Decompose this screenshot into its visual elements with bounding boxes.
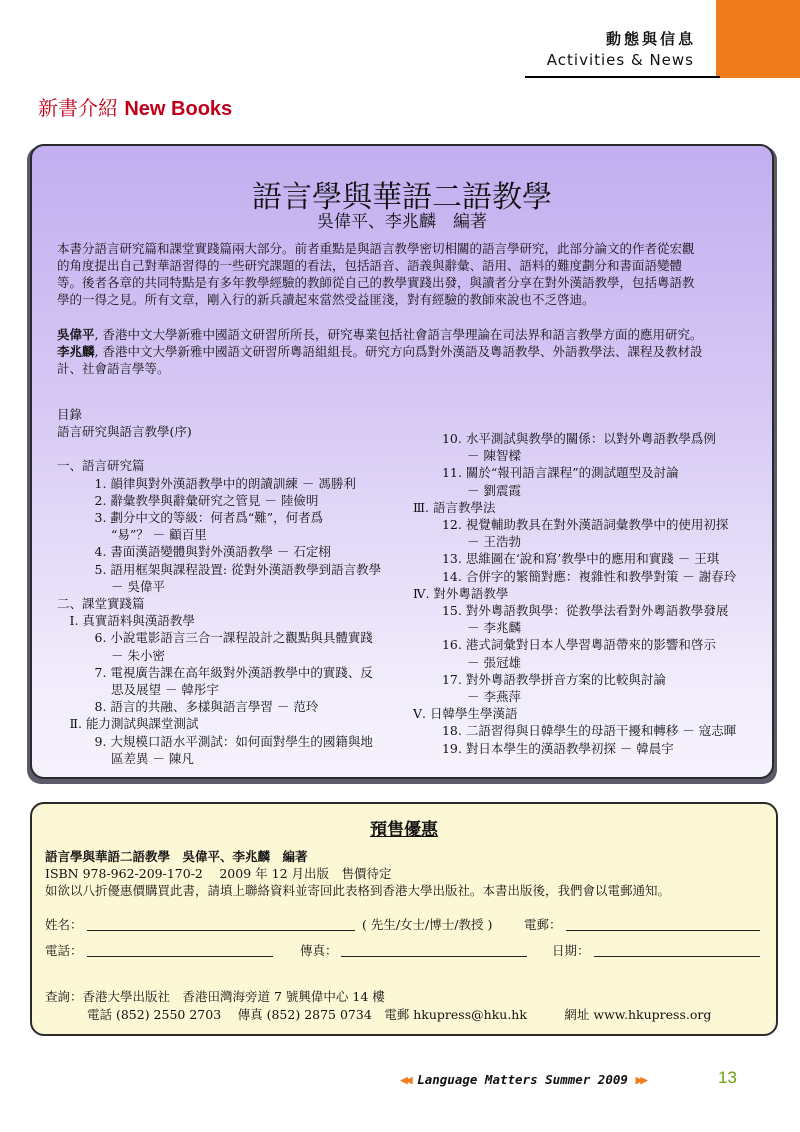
contact-details: 電話 (852) 2550 2703 傳真 (852) 2875 0734 電郵 hkupress@hku.hk 網址 www.hkupress.org (87, 1007, 712, 1022)
intro-line: 本書分語言研究篇和課堂實踐篇兩大部分。前者重點是與語言教學密切相關的語言學研究，此部分論文的作者從宏觀 (57, 241, 695, 256)
toc-entry: － 劉震霞 (413, 482, 521, 498)
preorder-book-line: 語言學與華語二語教學 吳偉平、李兆麟 編著 (45, 849, 308, 864)
phone-label: 電話： (45, 943, 83, 958)
toc-entry: 5. 語用框架與課程設置: 從對外漢語教學到語言教學 (57, 561, 382, 577)
toc-entry: － 朱小密 (57, 647, 165, 663)
book-title: 語言學與華語二語教學 (252, 180, 552, 215)
toc-entry: 13. 思維圖在‘說和寫’教學中的應用和實踐 － 王琪 (413, 551, 720, 567)
toc-entry: Ⅳ. 對外粵語教學 (413, 585, 509, 601)
book-authors: 吳偉平、李兆麟 編著 (317, 212, 487, 232)
page-number: 13 (718, 1068, 737, 1087)
toc-entry: 12. 視覺輔助教具在對外漢語詞彙教學中的使用初探 (413, 517, 729, 533)
toc-entry: － 張冠雄 (413, 654, 521, 670)
date-label: 日期： (552, 943, 590, 958)
page-title (38, 92, 232, 121)
book-intro-paragraph (57, 240, 757, 308)
toc-entry: 19. 對日本學生的漢語教學初探 － 韓晨宇 (413, 740, 674, 756)
preorder-isbn-line: ISBN 978-962-209-170-2 2009 年 12 月出版 售價待定 (45, 866, 392, 881)
preorder-notice: 如欲以八折優惠價購買此書，請填上聯絡資料並寄回此表格到香港大學出版社。本書出版後，我們會以電郵通知。 (45, 883, 671, 898)
toc-entry: 9. 大規模口語水平測試：如何面對學生的國籍與地 (57, 733, 373, 749)
toc-entry: － 陳智樑 (413, 448, 521, 464)
table-of-contents-left (57, 406, 417, 767)
toc-entry: 4. 書面漢語變體與對外漢語教學 － 石定栩 (57, 544, 331, 560)
fax-label: 傳真： (300, 943, 338, 958)
toc-entry: 11. 關於“報刊語言課程”的測試題型及討論 (413, 465, 679, 481)
header-accent-block (716, 0, 800, 78)
prev-arrows-icon: ◀◀ (400, 1073, 410, 1088)
date-field[interactable] (594, 942, 760, 957)
toc-entry: 16. 港式詞彙對日本人學習粵語帶來的影響和啓示 (413, 637, 716, 653)
name-field[interactable] (87, 916, 355, 931)
toc-entry: 二、課堂實踐篇 (57, 596, 145, 612)
toc-entry: “易”？ － 顧百里 (57, 527, 207, 543)
toc-entry: 2. 辭彙教學與辭彙研究之管見 － 陸儉明 (57, 492, 319, 508)
editor2-bio-text: 計、社會語言學等。 (57, 361, 170, 376)
page-title-en: New Books (124, 98, 233, 120)
toc-entry: 7. 電視廣告課在高年級對外漢語教學中的實踐、反 (57, 664, 373, 680)
toc-entry: 17. 對外粵語教學拼音方案的比較與討論 (413, 671, 666, 687)
toc-entry: 8. 語言的共融、多樣與語言學習 － 范玲 (57, 699, 319, 715)
toc-entry: － 吳偉平 (57, 578, 165, 594)
toc-entry (57, 440, 417, 457)
intro-line: 的角度提出自己對華語習得的一些研究課題的看法，包括語音、語義與辭彙、語用、語料的難度劃分和書面語變體 (57, 258, 683, 273)
toc-entry: Ⅱ. 能力測試與課堂測試 (57, 716, 199, 732)
email-field[interactable] (566, 916, 760, 931)
editor1-bio-text: , 香港中文大學新雅中國語文研習所所長，研究專業包括社會語言學理論在司法界和語言教學方面的應用研究。 (94, 327, 703, 342)
fax-field[interactable] (341, 942, 527, 957)
intro-line: 學的一得之見。所有文章，剛入行的新兵讀起來當然受益匪淺，對有經驗的教師來說也不乏啓迪。 (57, 292, 595, 307)
toc-entry: － 王浩勃 (413, 534, 521, 550)
journal-name: Language Matters Summer 2009 (417, 1072, 628, 1087)
toc-entry: 思及展望 － 韓彤宇 (57, 682, 219, 698)
toc-entry: 語言研究與語言教學(序) (57, 424, 192, 440)
toc-entry: Ⅰ. 真實語料與漢語教學 (57, 613, 195, 629)
section-label-cn: 動態與信息 (605, 30, 696, 48)
toc-entry: 10. 水平測試與教學的關係：以對外粵語教學爲例 (413, 431, 716, 446)
toc-entry: Ⅲ. 語言教學法 (413, 499, 496, 515)
toc-entry: － 李兆麟 (413, 620, 521, 636)
toc-entry: 14. 合併字的繁簡對應：複雜性和教學對策 － 謝春玲 (413, 568, 737, 584)
header-rule (525, 76, 720, 78)
table-of-contents-right (413, 430, 773, 757)
toc-entry: 一、語言研究篇 (57, 458, 145, 474)
next-arrows-icon: ▶▶ (635, 1073, 646, 1088)
toc-entry: 區差異 － 陳凡 (57, 750, 194, 766)
toc-entry: Ⅴ. 日韓學生學漢語 (413, 706, 518, 722)
toc-entry: 18. 二語習得與日韓學生的母語干擾和轉移 － 寇志暉 (413, 723, 737, 739)
preorder-title: 預售優惠 (370, 820, 438, 840)
intro-line: 等。後者各章的共同特點是有多年教學經驗的教師從自己的教學實踐出發，與讀者分享在對外漢語教學，包括粵語教 (57, 275, 695, 290)
name-label: 姓名： (45, 917, 83, 932)
toc-entry: － 李燕萍 (413, 689, 521, 705)
page-title-cn: 新書介紹 (38, 96, 125, 120)
footer-journal (400, 1072, 740, 1088)
toc-entry: 3. 劃分中文的等級：何者爲“難”，何者爲 (57, 510, 324, 526)
phone-field[interactable] (87, 942, 273, 957)
toc-entry: 目錄 (57, 407, 83, 422)
title-options: ( 先生/女士/博士/教授 ) (362, 917, 493, 932)
enquiry-address: 查詢：香港大學出版社 香港田灣海旁道 7 號興偉中心 14 樓 (45, 989, 385, 1004)
toc-entry: 6. 小說電影語言三合一課程設計之觀點與具體實踐 (57, 630, 373, 646)
email-label: 電郵： (524, 917, 562, 932)
editor1-name: 吳偉平 (57, 327, 95, 342)
toc-entry: 15. 對外粵語教與學：從教學法看對外粵語教學發展 (413, 603, 729, 619)
editor2-bio (57, 343, 757, 377)
section-label-en: Activities & News (546, 51, 694, 69)
editor1-bio (57, 326, 757, 343)
editor2-name: 李兆麟 (57, 344, 95, 359)
editor2-bio-text: , 香港中文大學新雅中國語文研習所粵語組組長。研究方向爲對外漢語及粵語教學、外語教學法、課程及教材設 (94, 344, 703, 359)
toc-entry: 1. 韻律與對外漢語教學中的朗讀訓練 － 馮勝利 (57, 475, 356, 491)
